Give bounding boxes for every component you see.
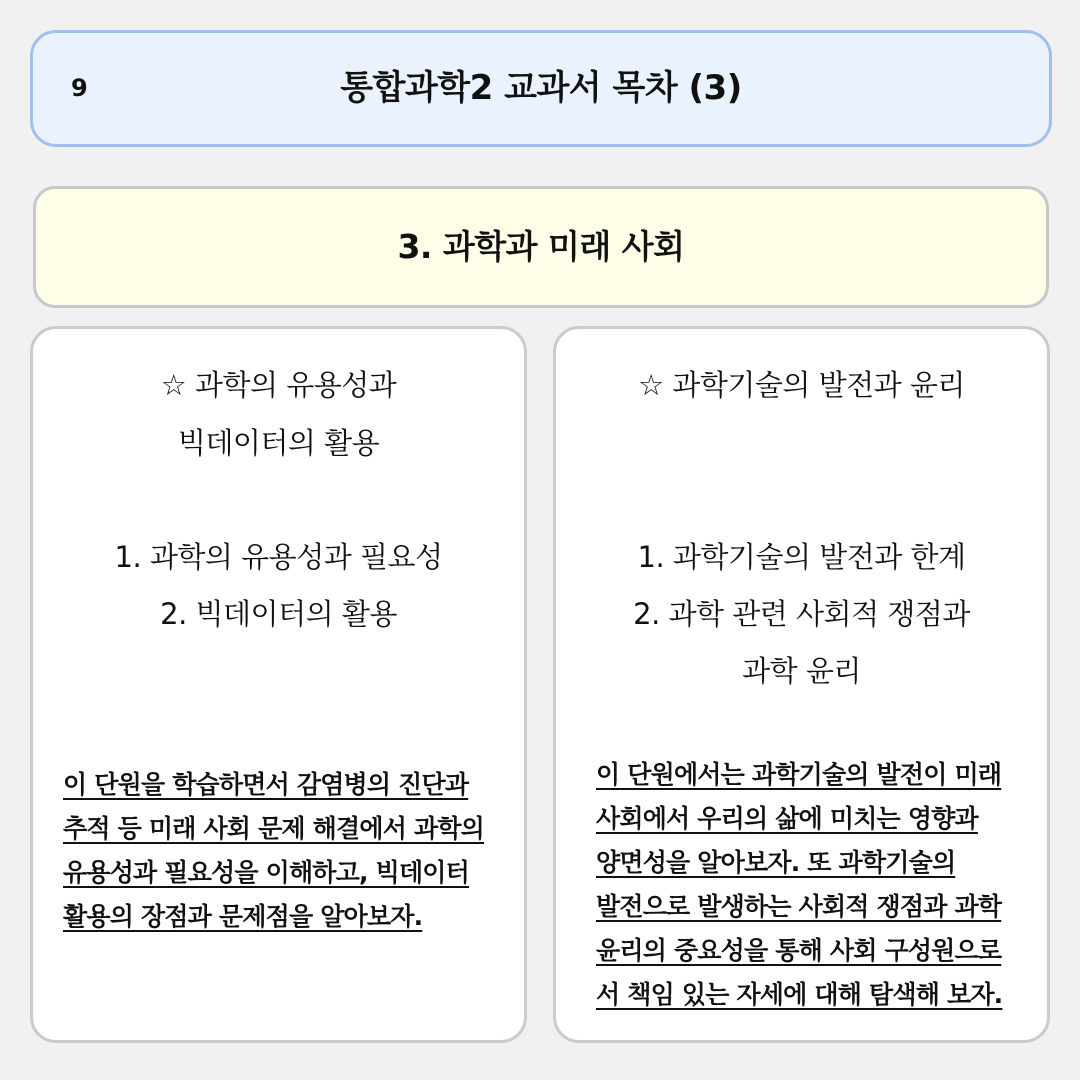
- left-heading-line: 빅데이터의 활용: [177, 426, 380, 460]
- right-summary: [596, 753, 1002, 1017]
- unit-title: 3. 과학과 미래 사회: [397, 227, 685, 266]
- summary-line: 양면성을 알아보자. 또 과학기술의: [596, 848, 956, 877]
- right-panel-heading: [556, 356, 1047, 414]
- summary-line: 사회에서 우리의 삶에 미치는 영향과: [596, 804, 978, 833]
- page-title: 통합과학2 교과서 목차 (3): [340, 68, 742, 108]
- left-summary: [63, 763, 484, 939]
- left-toc-list: [33, 529, 524, 643]
- summary-line: 유용성과 필요성을 이해하고, 빅데이터: [63, 858, 470, 887]
- right-toc-list: [556, 529, 1047, 700]
- toc-item: 2. 빅데이터의 활용: [160, 597, 397, 631]
- summary-line: 윤리의 중요성을 통해 사회 구성원으로: [596, 936, 1002, 965]
- unit-banner: [33, 186, 1049, 308]
- toc-item: 1. 과학의 유용성과 필요성: [114, 540, 443, 574]
- toc-item: 1. 과학기술의 발전과 한계: [637, 540, 966, 574]
- toc-item: 과학 윤리: [742, 654, 861, 688]
- summary-line: 서 책임 있는 자세에 대해 탐색해 보자.: [596, 980, 1003, 1009]
- summary-line: 발전으로 발생하는 사회적 쟁점과 과학: [596, 892, 1002, 921]
- header-banner: [30, 30, 1052, 147]
- left-panel: [30, 326, 527, 1043]
- page-number: 9: [71, 74, 88, 102]
- right-panel: [553, 326, 1050, 1043]
- left-heading-line: ☆ 과학의 유용성과: [160, 368, 397, 402]
- left-panel-heading: [33, 356, 524, 472]
- toc-item: 2. 과학 관련 사회적 쟁점과: [633, 597, 970, 631]
- summary-line: 추적 등 미래 사회 문제 해결에서 과학의: [63, 814, 485, 843]
- summary-line: 이 단원을 학습하면서 감염병의 진단과: [63, 770, 469, 799]
- summary-line: 이 단원에서는 과학기술의 발전이 미래: [596, 760, 1002, 789]
- right-heading-line: ☆ 과학기술의 발전과 윤리: [638, 368, 965, 402]
- summary-line: 활용의 장점과 문제점을 알아보자.: [63, 902, 423, 931]
